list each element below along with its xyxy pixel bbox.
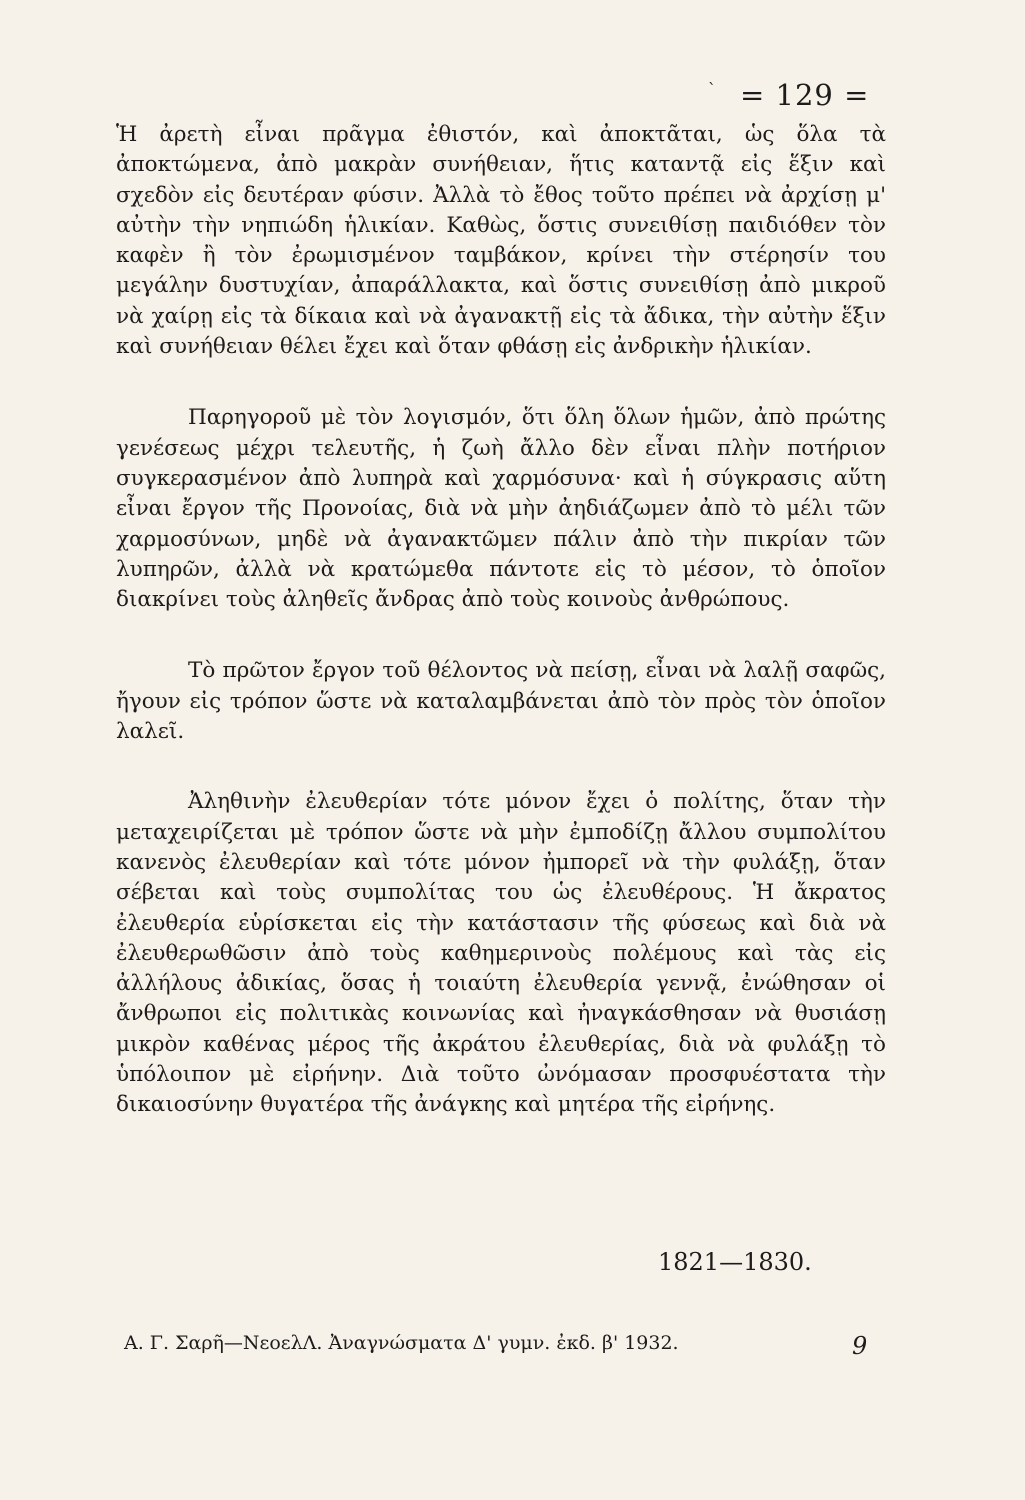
paragraph-consolation: Παρηγοροῦ μὲ τὸν λογισμόν, ὅτι ὅλη ὅλων ἡμῶν, ἀπὸ πρώτης γενέσεως μέχρι τελευτῆς, ἡ ζωὴ ἄλλο δὲν εἶναι πλὴν ποτήριον συγκερασμένον ἀπὸ λυπηρὰ καὶ χαρμόσυνα· καὶ ἡ σύγκρασις αὕτη εἶναι ἔργον τῆς Προνοίας, διὰ νὰ μὴν ἀηδιάζωμεν ἀπὸ τὸ μέλι τῶν χαρμοσύνων, μηδὲ νὰ ἀγανακτῶμεν πάλιν ἀπὸ τὴν πικρίαν τῶν λυπηρῶν, ἀλλὰ νὰ κρατώμεθα πάντοτε εἰς τὸ μέσον, τὸ ὁποῖον διακρίνει τοὺς ἀληθεῖς ἄνδρας ἀπὸ τοὺς κοινοὺς ἀνθρώπους. [116, 405, 886, 613]
footer-citation [124, 1332, 884, 1360]
stray-mark: ` [708, 80, 716, 99]
body-text [116, 120, 886, 1121]
citation-text: Α. Γ. Σαρῆ—ΝεοελΛ. Ἀναγνώσματα Δ' γυμν. ἐκδ. β' 1932. [124, 1332, 679, 1354]
paragraph-virtue: Ἡ ἀρετὴ εἶναι πρᾶγμα ἐθιστόν, καὶ ἀποκτᾶται, ὡς ὅλα τὰ ἀποκτώμενα, ἀπὸ μακρὰν συνήθειαν, ἥτις καταντᾷ εἰς ἕξιν καὶ σχεδὸν εἰς δευτέραν φύσιν. Ἀλλὰ τὸ ἔθος τοῦτο πρέπει νὰ ἀρχίσῃ μ' αὐτὴν τὴν νηπιώδη ἡλικίαν. Καθὼς, ὅστις συνειθίσῃ παιδιόθεν τὸν καφὲν ἢ τὸν ἐρωμισμένον ταμβάκον, κρίνει τὴν στέρησίν του μεγάλην δυστυχίαν, ἀπαράλλακτα, καὶ ὅστις συνειθίσῃ ἀπὸ μικροῦ νὰ χαίρῃ εἰς τὰ δίκαια καὶ νὰ ἀγανακτῇ εἰς τὰ ἄδικα, τὴν αὐτὴν ἕξιν καὶ συνήθειαν θέλει ἔχει καὶ ὅταν φθάσῃ εἰς ἀνδρικὴν ἡλικίαν. [116, 122, 886, 360]
date-range: 1821—1830. [658, 1248, 812, 1276]
page-number: = 129 = [740, 78, 870, 112]
signature-mark: 9 [852, 1332, 868, 1360]
paragraph-persuasion: Τὸ πρῶτον ἔργον τοῦ θέλοντος νὰ πείσῃ, εἶναι νὰ λαλῇ σαφῶς, ἤγουν εἰς τρόπον ὥστε νὰ καταλαμβάνεται ἀπὸ τὸν πρὸς τὸν ὁποῖον λαλεῖ. [116, 658, 886, 745]
paragraph-freedom: Ἀληθινὴν ἐλευθερίαν τότε μόνον ἔχει ὁ πολίτης, ὅταν τὴν μεταχειρίζεται μὲ τρόπον ὥστε νὰ μὴν ἐμποδίζῃ ἄλλου συμπολίτου κανενὸς ἐλευθερίαν καὶ τότε μόνον ἠμπορεῖ νὰ τὴν φυλάξῃ, ὅταν σέβεται καὶ τοὺς συμπολίτας του ὡς ἐλευθέρους. Ἡ ἄκρατος ἐλευθερία εὑρίσκεται εἰς τὴν κατάστασιν τῆς φύσεως καὶ διὰ νὰ ἐλευθερωθῶσιν ἀπὸ τοὺς καθημερινοὺς πολέμους καὶ τὰς εἰς ἀλλήλους ἀδικίας, ὅσας ἡ τοιαύτη ἐλευθερία γεννᾷ, ἐνώθησαν οἱ ἄνθρωποι εἰς πολιτικὰς κοινωνίας καὶ ἠναγκάσθησαν νὰ θυσιάσῃ μικρὸν καθένας μέρος τῆς ἀκράτου ἐλευθερίας, διὰ νὰ φυλάξῃ τὸ ὑπόλοιπον μὲ εἰρήνην. Διὰ τοῦτο ὠνόμασαν προσφυέστατα τὴν δικαιοσύνην θυγατέρα τῆς ἀνάγκης καὶ μητέρα τῆς εἰρήνης. [116, 789, 886, 1118]
